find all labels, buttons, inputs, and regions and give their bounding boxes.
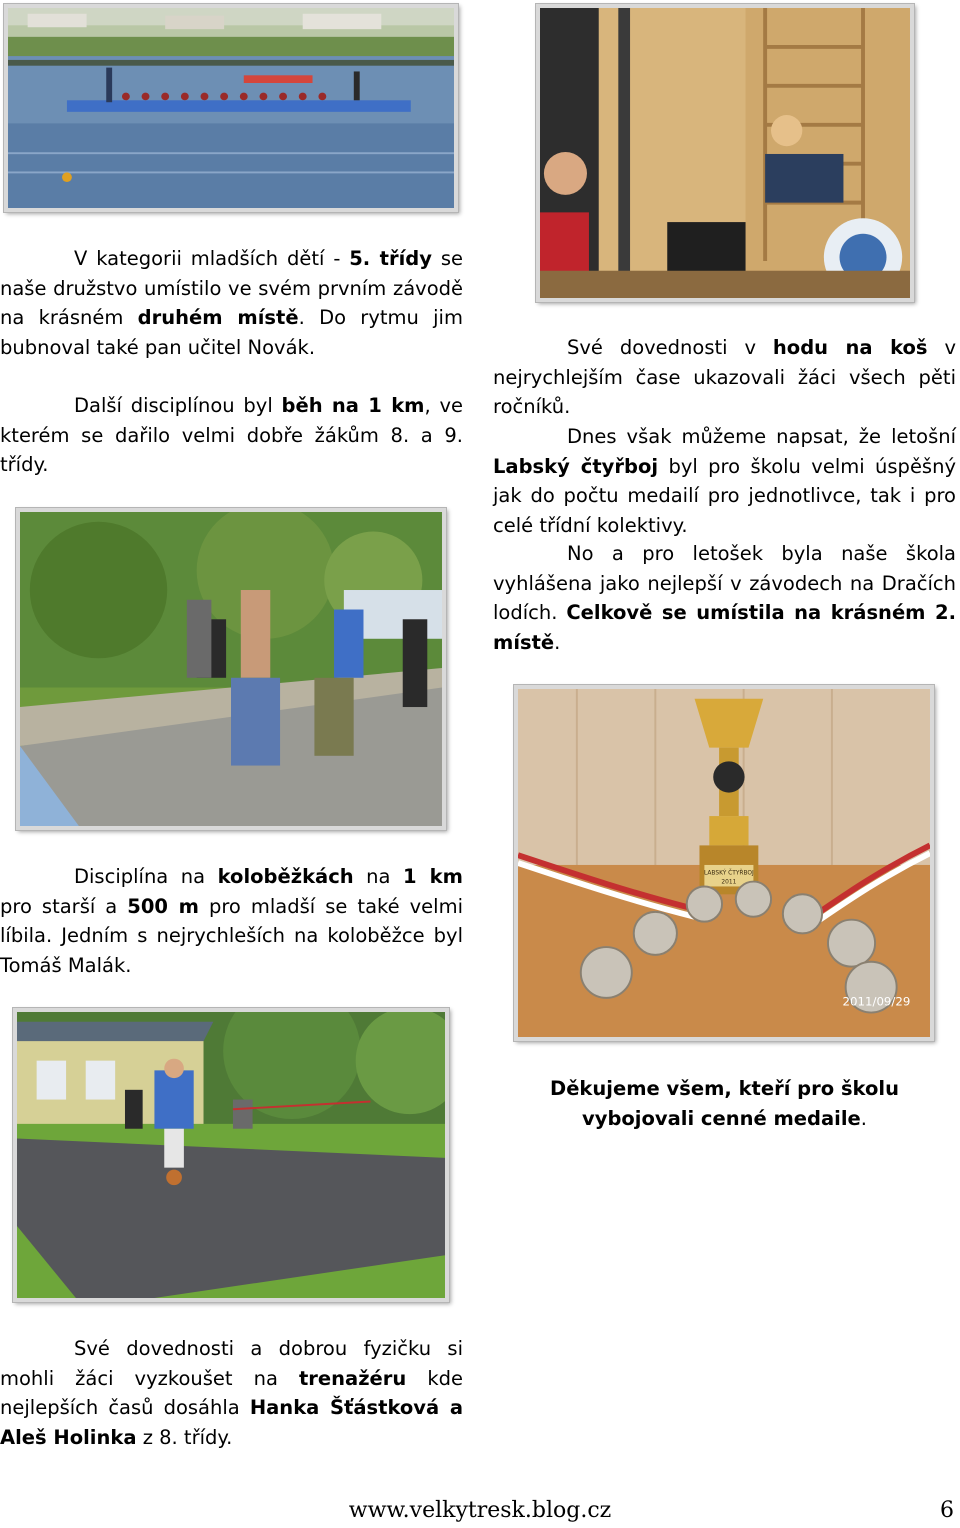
trophy-year-text: 2011 <box>721 879 737 886</box>
para-dragon-boat-result: V kategorii mladších dětí - 5. třídy se naše družstvo umístilo ve svém prvním závodě na krásném druhém místě. Do rytmu jim bubnoval také pan učitel Novák. <box>0 247 463 359</box>
para-scooter: Disciplína na koloběžkách na 1 km pro starší a 500 m pro mladší se také velmi líbila. Jedním s nejrychleších na koloběžce byl Tomáš Malák. <box>0 865 464 977</box>
para-basket-throw: Své dovednosti v hodu na koš v nejrychlejším čase ukazovali žáci všech pěti ročníků. <box>493 336 956 418</box>
photo-rowing-machine <box>536 4 914 302</box>
photo-trophy-medals <box>514 685 934 1041</box>
photo-scooter <box>13 1008 449 1302</box>
photo-dragon-boat <box>4 4 458 212</box>
para-overall-result: No a pro letošek byla naše škola vyhlášena jako nejlepší v závodech na Dračích lodích. Celkově se umístila na krásném 2. místě. <box>493 542 956 654</box>
para-labsky-ctyrboj: Dnes však můžeme napsat, že letošní Labský čtyřboj byl pro školu velmi úspěšný jak do počtu medailí pro jednotlivce, tak i pro celé třídní kolektivy. <box>493 425 956 537</box>
para-run-1km: Další disciplínou byl běh na 1 km, ve kterém se dařilo velmi dobře žákům 8. a 9. třídy. <box>0 394 463 476</box>
para-trainer: Své dovednosti a dobrou fyzičku si mohli žáci vyzkoušet na trenažéru kde nejlepších časů dosáhla Hanka Šťástková a Aleš Holinka z 8. třídy. <box>0 1337 463 1449</box>
para-thanks: Děkujeme všem, kteří pro školu vybojovali cenné medaile. <box>550 1077 899 1130</box>
photo-running <box>16 508 446 830</box>
page-number: 6 <box>940 1498 954 1523</box>
footer-url[interactable]: www.velkytresk.blog.cz <box>348 1498 612 1523</box>
trophy-plate-text: LABSKÝ ČTYŘBOJ <box>704 870 754 877</box>
photo-date-stamp: 2011/09/29 <box>842 994 911 1009</box>
